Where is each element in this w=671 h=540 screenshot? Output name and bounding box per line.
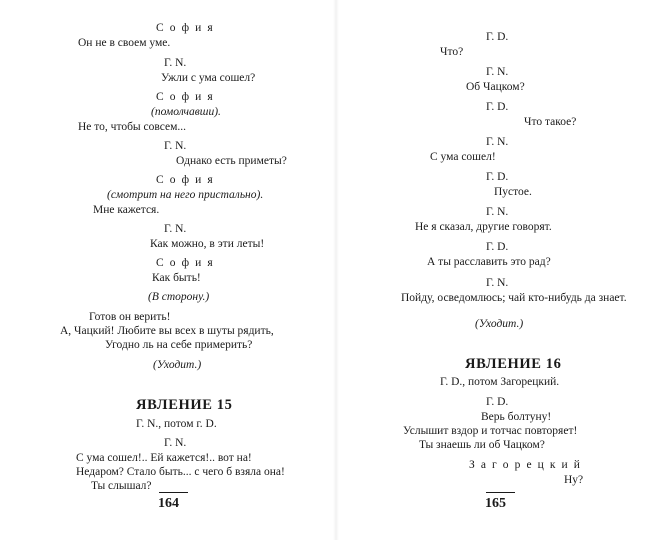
dialogue-line: Что?: [440, 46, 464, 58]
dialogue-line: Пустое.: [494, 186, 532, 198]
dialogue-line: Недаром? Стало быть... с чего б взяла она!: [76, 466, 285, 478]
dialogue-line: Ужли с ума сошел?: [161, 72, 256, 84]
dialogue-line: Ты знаешь ли об Чацком?: [419, 439, 545, 451]
speaker-name: Г. N.: [486, 136, 509, 148]
speaker-name: Г. N.: [164, 437, 187, 449]
dialogue-line: Пойду, осведомлюсь; чай кто-нибудь да знает.: [401, 292, 627, 304]
speaker-name: С о ф и я: [156, 174, 215, 186]
stage-direction: (В сторону.): [148, 291, 210, 303]
dialogue-line: Он не в своем уме.: [78, 37, 171, 49]
page-number: 164: [158, 496, 179, 511]
speaker-name: Г. D.: [486, 241, 509, 253]
dialogue-line: Однако есть приметы?: [176, 155, 287, 167]
scene-characters: Г. D., потом Загорецкий.: [440, 376, 560, 388]
dialogue-line: А ты расславить это рад?: [427, 256, 551, 268]
scene-characters: Г. N., потом г. D.: [136, 418, 217, 430]
page-number: 165: [485, 496, 506, 511]
speaker-name: Г. D.: [486, 396, 509, 408]
dialogue-line: С ума сошел!.. Ей кажется!.. вот на!: [76, 452, 252, 464]
stage-direction: (Уходит.): [153, 359, 202, 371]
speaker-name: Г. N.: [486, 277, 509, 289]
dialogue-line: Как можно, в эти леты!: [150, 238, 265, 250]
speaker-name: Г. N.: [486, 206, 509, 218]
stage-direction: (помолчавши).: [151, 106, 221, 118]
speaker-name: Г. D.: [486, 31, 509, 43]
dialogue-line: Как быть!: [152, 272, 201, 284]
speaker-name: С о ф и я: [156, 91, 215, 103]
dialogue-line: Мне кажется.: [93, 204, 160, 216]
speaker-name: З а г о р е ц к и й: [469, 459, 582, 471]
speaker-name: Г. N.: [164, 140, 187, 152]
speaker-name: Г. D.: [486, 171, 509, 183]
speaker-name: С о ф и я: [156, 22, 215, 34]
stage-direction: (Уходит.): [475, 318, 524, 330]
speaker-name: С о ф и я: [156, 257, 215, 269]
speaker-name: Г. N.: [486, 66, 509, 78]
stage-direction: (смотрит на него пристально).: [107, 189, 264, 201]
dialogue-line: Верь болтуну!: [481, 411, 552, 423]
scene-heading: ЯВЛЕНИЕ 16: [465, 356, 562, 372]
dialogue-line: Об Чацком?: [466, 81, 525, 93]
speaker-name: Г. N.: [164, 57, 187, 69]
dialogue-line: Угодно ль на себе примерить?: [105, 339, 253, 351]
speaker-name: Г. N.: [164, 223, 187, 235]
dialogue-line: А, Чацкий! Любите вы всех в шуты рядить,: [60, 325, 274, 337]
page-number-rule: [486, 492, 515, 493]
dialogue-line: С ума сошел!: [430, 151, 496, 163]
dialogue-line: Не я сказал, другие говорят.: [415, 221, 552, 233]
dialogue-line: Не то, чтобы совсем...: [78, 121, 186, 133]
dialogue-line: Услышит вздор и тотчас повторяет!: [403, 425, 578, 437]
dialogue-line: Что такое?: [524, 116, 577, 128]
dialogue-line: Готов он верить!: [89, 311, 171, 323]
scene-heading: ЯВЛЕНИЕ 15: [136, 397, 233, 413]
dialogue-line: Ты слышал?: [91, 480, 152, 492]
right-page: [336, 0, 671, 540]
speaker-name: Г. D.: [486, 101, 509, 113]
page-number-rule: [159, 492, 188, 493]
dialogue-line: Ну?: [564, 474, 584, 486]
